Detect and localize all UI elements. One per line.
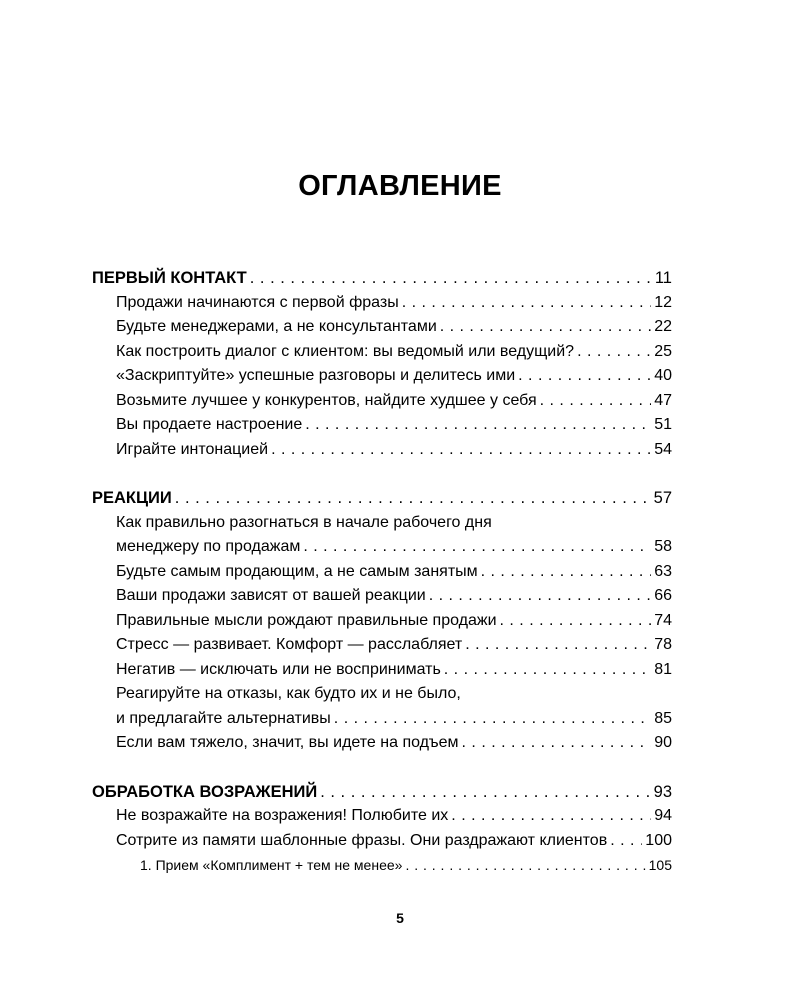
toc-item[interactable] (92, 609, 672, 634)
item-page: 51 (654, 416, 672, 433)
item-title: Сотрите из памяти шаблонные фразы. Они раздражают клиентов (116, 831, 608, 849)
toc-chapter[interactable] (92, 780, 672, 805)
item-page: 22 (654, 318, 672, 335)
dot-leader (500, 609, 652, 634)
dot-leader (481, 560, 652, 585)
dot-leader (577, 340, 651, 365)
dot-leader (444, 658, 651, 683)
item-page: 78 (654, 636, 672, 653)
item-page: 63 (654, 562, 672, 580)
item-page: 40 (654, 367, 672, 384)
item-page: 58 (654, 538, 672, 555)
dot-leader (175, 486, 651, 511)
toc-item[interactable] (92, 560, 672, 585)
item-title-line1[interactable]: Как правильно разогнаться в начале рабочего дня (116, 513, 492, 531)
chapter-page: 93 (653, 782, 672, 801)
dot-leader (462, 731, 652, 756)
dot-leader (610, 829, 642, 854)
item-page: 85 (654, 709, 672, 727)
chapter-page: 11 (654, 269, 672, 287)
item-title: Вы продаете настроение (116, 416, 303, 433)
toc-item[interactable] (92, 707, 672, 732)
dot-leader (465, 633, 651, 658)
dot-leader (451, 804, 651, 829)
item-page: 100 (645, 831, 672, 849)
item-page: 66 (654, 587, 672, 604)
dot-leader (540, 389, 652, 414)
chapter-page: 57 (653, 489, 672, 507)
item-title: Стресс — развивает. Комфорт — расслабляет (116, 636, 463, 653)
item-title: Будьте самым продающим, а не самым занятым (116, 562, 478, 580)
toc-item[interactable] (92, 633, 672, 658)
item-title: Будьте менеджерами, а не консультантами (116, 318, 437, 335)
toc-item[interactable] (92, 315, 672, 340)
toc-item[interactable] (92, 535, 672, 560)
dot-leader (320, 780, 650, 805)
toc-section-reactions (92, 486, 672, 756)
toc-item[interactable] (92, 340, 672, 365)
toc-subitem[interactable] (92, 853, 672, 878)
dot-leader (303, 535, 651, 560)
item-page: 47 (654, 391, 672, 409)
page-number: 5 (396, 910, 404, 926)
toc-section-objections (92, 780, 672, 878)
item-title-line1[interactable]: Реагируйте на отказы, как будто их и не было, (116, 685, 461, 702)
dot-leader (440, 315, 651, 340)
dot-leader (402, 291, 652, 316)
subitem-page: 105 (648, 857, 672, 873)
item-page: 25 (654, 342, 672, 360)
toc-chapter[interactable] (92, 486, 672, 511)
toc-item[interactable] (92, 829, 672, 854)
toc-chapter[interactable] (92, 266, 672, 291)
item-page: 12 (654, 293, 672, 311)
dot-leader (405, 853, 645, 878)
toc-item[interactable] (92, 291, 672, 316)
chapter-title: РЕАКЦИИ (92, 489, 172, 507)
item-title: менеджеру по продажам (116, 538, 301, 555)
item-title: Если вам тяжело, значит, вы идете на подъем (116, 734, 459, 751)
dot-leader (429, 584, 651, 609)
item-page: 81 (654, 660, 672, 678)
item-title: Негатив — исключать или не воспринимать (116, 660, 441, 678)
item-title: «Заскриптуйте» успешные разговоры и делитесь ими (116, 367, 516, 384)
table-of-contents (92, 266, 672, 902)
toc-item[interactable] (92, 804, 672, 829)
dot-leader (250, 266, 652, 291)
toc-item[interactable] (92, 584, 672, 609)
item-page: 90 (654, 734, 672, 751)
subitem-title: 1. Прием «Комплимент + тем не менее» (140, 857, 403, 873)
dot-leader (305, 413, 651, 438)
dot-leader (271, 438, 651, 463)
toc-item[interactable] (92, 731, 672, 756)
toc-item[interactable] (92, 658, 672, 683)
item-title: Правильные мысли рождают правильные продажи (116, 611, 497, 629)
toc-section-first-contact (92, 266, 672, 462)
item-title: Ваши продажи зависят от вашей реакции (116, 587, 426, 604)
toc-item[interactable] (92, 438, 672, 463)
toc-item[interactable] (92, 364, 672, 389)
item-page: 94 (654, 807, 672, 824)
item-title: Продажи начинаются с первой фразы (116, 293, 399, 311)
item-title: Играйте интонацией (116, 440, 269, 458)
toc-item[interactable] (92, 389, 672, 414)
dot-leader (334, 707, 651, 732)
item-page: 74 (654, 611, 672, 629)
item-page: 54 (654, 440, 672, 458)
dot-leader (518, 364, 651, 389)
chapter-title: ОБРАБОТКА ВОЗРАЖЕНИЙ (92, 782, 318, 801)
toc-item[interactable] (92, 413, 672, 438)
chapter-title: ПЕРВЫЙ КОНТАКТ (92, 269, 247, 287)
item-title: Возьмите лучшее у конкурентов, найдите худшее у себя (116, 391, 537, 409)
page-title: ОГЛАВЛЕНИЕ (298, 170, 502, 202)
item-title: Как построить диалог с клиентом: вы ведомый или ведущий? (116, 342, 575, 360)
item-title: Не возражайте на возражения! Полюбите их (116, 807, 449, 824)
item-title: и предлагайте альтернативы (116, 709, 331, 727)
